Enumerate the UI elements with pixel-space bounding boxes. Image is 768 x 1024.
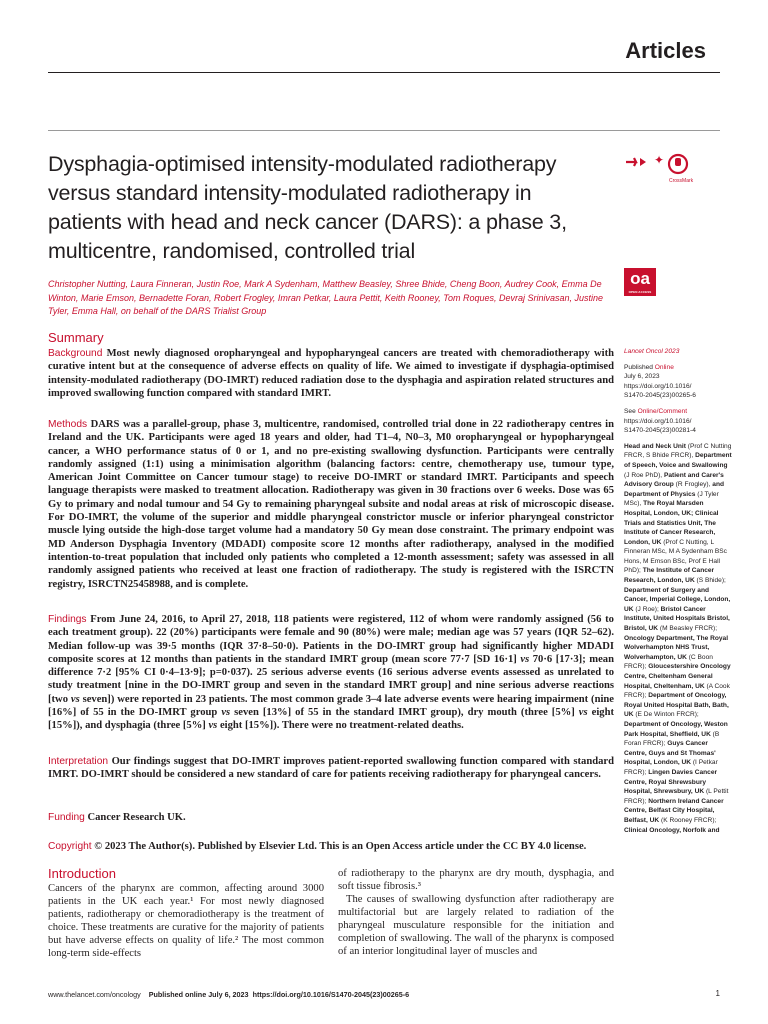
header-rule [48, 72, 720, 73]
oa-badge-label: oa [630, 269, 650, 288]
author-list: Christopher Nutting, Laura Finneran, Justin Roe, Mark A Sydenham, Matthew Beasley, Shree Bhide, Cheng Boon, Audrey Cook, Emma De Winton, Marie Emson, Bernadette Foran, Robert Frogley, Imran Petkar, Laura Pettit, Keith Rooney, Tom Roques, Devraj Srinivasan, Justine Tyler, Emma Hall, on behalf of the DARS Trialist Group [48, 279, 604, 316]
abstract-text: From June 24, 2016, to April 27, 2018, 118 patients were registered, 112 of whom were randomly assigned (56 to each treatment group). 22 (20%) participants were female and 90 (80%) were male; median age was 57 years (IQR 52–62). Median follow-up was 39·5 months (IQR 37·8–50·0). Patients in the DO-IMRT group had significantly higher MDADI composite scores at 12 months than patients in the standard IMRT group (mean score 77·7 [SD 16·1] [48, 614, 614, 665]
star-icon: ✦ [654, 153, 665, 167]
abstract-text: seven]) were reported in 23 patients. The most common grade 3–4 late adverse events were hearing impairment (nine [16%] of 55 in the DO-IMRT group [48, 693, 614, 719]
abstract-label: Interpretation [48, 756, 109, 767]
journal-url-link[interactable]: www.thelancet.com/oncology [48, 990, 141, 999]
publication-info: Published Online July 6, 2023 https://doi.org/10.1016/ S1470-2045(23)00265-6 [624, 363, 696, 400]
abstract-interpretation [48, 755, 614, 782]
open-access-badge [624, 268, 656, 296]
journal-citation: Lancet Oncol 2023 [624, 348, 680, 355]
online-link[interactable]: Online [654, 363, 674, 371]
sidebar [624, 347, 732, 835]
footer-doi-link[interactable]: https://doi.org/10.1016/S1470-2045(23)00265-6 [252, 990, 410, 999]
crossmark-label: CrossMark [669, 178, 694, 184]
page-number: 1 [715, 989, 720, 998]
oa-badge-sub: OPEN ACCESS [628, 290, 652, 294]
abstract-findings [48, 613, 614, 733]
summary-heading: Summary [48, 330, 104, 345]
abstract-text: vs [208, 720, 218, 732]
abstract-text: vs [70, 693, 80, 705]
introduction-column-2 [338, 867, 614, 958]
abstract-background [48, 347, 614, 400]
section-label: Articles [625, 38, 706, 63]
abstract-funding [48, 811, 614, 824]
abstract-text: Our findings suggest that DO-IMRT improves patient-reported swallowing function compared with standard IMRT. DO-IMRT should be considered a new standard of care for patients receiving radiotherapy for pharyngeal cancers. [48, 756, 614, 781]
abstract-text: eight [15%]), and dysphagia (three [5%] [48, 707, 614, 732]
abstract-text: Cancer Research UK. [87, 812, 186, 823]
abstract-label: Funding [48, 812, 85, 823]
abstract-label: Findings [48, 614, 87, 625]
comment-doi-link[interactable]: https://doi.org/10.1016/ S1470-2045(23)00281-4 [624, 417, 696, 435]
abstract-label: Background [48, 348, 103, 359]
paragraph: of radiotherapy to the pharynx are dry mouth, dysphagia, and soft tissue fibrosis.³ [338, 868, 614, 892]
abstract-copyright [48, 840, 614, 853]
comment-info: See Online/Comment https://doi.org/10.1016/ S1470-2045(23)00281-4 [624, 407, 696, 435]
abstract-text: DARS was a parallel-group, phase 3, multicentre, randomised, controlled trial done in 22 radiotherapy centres in Ireland and the UK. Participants were aged 18 years and older, had T1–4, N0–3, M0 oropharyngeal or hypopharyngeal cancer, a WHO performance status of 0 or 1, and no pre-existing swallowing dysfunction. Participants were centrally randomly assigned (1:1) using a minimisation algorithm (balancing factors: centre, chemotherapy use, tumour type, American Joint Committee on Cancer tumour stage) to receive DO-IMRT or standard IMRT. Participants and speech language therapists were masked to treatment allocation. Radiotherapy was given in 30 fractions over 6 weeks. Dose was 65 Gy to primary and nodal tumour and 54 Gy to remaining pharyngeal subsite and nodal areas at risk of microscopic disease. For DO-IMRT, the volume of the superior and middle pharyngeal constrictor muscle or inferior pharyngeal constrictor muscle lying outside the high-dose target volume had a mandatory 50 Gy mean dose constraint. The primary endpoint was MD Anderson Dysphagia Inventory (MDADI) composite score 12 months after radiotherapy, analysed in the modified intention-to-treat population that included only patients who completed a 12-month assessment; safety was assessed in all randomly assigned patients who received at least one fraction of radiotherapy. The study is registered with the ISRCTN registry, ISRCTN25458988, and is complete. [48, 419, 614, 590]
arrow-icon [626, 158, 636, 166]
abstract-methods [48, 418, 614, 591]
article-title: Dysphagia-optimised intensity-modulated radiotherapy versus standard intensity-modulated radiotherapy in patients with head and neck cancer (DARS): a phase 3, multicentre, randomised, controlled trial [48, 152, 567, 263]
abstract-label: Copyright [48, 841, 92, 852]
divider [48, 130, 720, 131]
paragraph: The causes of swallowing dysfunction after radiotherapy are multifactorial but are largely related to radiation of the pharyngeal musculature responsible for the initiation and completion of swallowing. The wall of the pharynx is composed of an interior longitudinal layer of muscles and [338, 894, 614, 957]
abstract-label: Methods [48, 419, 88, 430]
footer [48, 990, 720, 999]
footer-published: Published online July 6, 2023 [148, 990, 249, 999]
comment-link[interactable]: Online/Comment [637, 407, 688, 415]
introduction-heading: Introduction [48, 866, 116, 881]
affiliations: Head and Neck Unit (Prof C Nutting FRCR, S Bhide FRCR), Department of Speech, Voice and Swallowing (J Roe PhD), Patient and Carer's Advisory Group (R Frogley), and Department of Physics (J Tyler MSc), The Royal Marsden Hospital, London, UK; Clinical Trials and Statistics Unit, The Institute of Cancer Research, London, UK (Prof C Nutting, L Finneran MSc, M A Sydenham BSc Hons, M Emson BSc, Prof E Hall PhD); The Institute of Cancer Research, London, UK (S Bhide); Department of Surgery and Cancer, Imperial College, London, UK (J Roe); Bristol Cancer Institute, United Hospitals Bristol, Bristol, UK (M Beasley FRCR); Oncology Department, The Royal Wolverhampton NHS Trust, Wolverhampton, UK (C Boon FRCR); Gloucestershire Oncology Centre, Cheltenham General Hospital, Cheltenham, UK (A Cook FRCR); Department of Oncology, Royal United Hospital Bath, Bath, UK (E De Winton FRCR); Department of Oncology, Weston Park Hospital, Sheffield, UK (B Foran FRCR); Guys Cancer Centre, Guys and St Thomas' Hospital, London, UK (I Petkar FRCR); Lingen Davies Cancer Centre, Royal Shrewsbury Hospital, Shrewsbury, UK (L Pettit FRCR); Northern Ireland Cancer Centre, Belfast City Hospital, Belfast, UK (K Rooney FRCR); Clinical Oncology, Norfolk and [624, 442, 732, 834]
crossmark-icon[interactable] [624, 152, 704, 186]
abstract-text: vs [520, 653, 530, 665]
doi-link[interactable]: https://doi.org/10.1016/ S1470-2045(23)00265-6 [624, 382, 696, 400]
abstract-text: eight [15%]). There were no treatment-related deaths. [217, 720, 464, 732]
abstract-text: Most newly diagnosed oropharyngeal and hypopharyngeal cancers are treated with chemoradiotherapy with curative intent but at the consequence of adverse effects on quality of life. We aimed to investigate if dysphagia-optimised intensity-modulated radiotherapy (DO-IMRT) reduced radiation dose to the dysphagia and aspiration related structures and improved swallowing function compared with standard IMRT. [48, 348, 614, 399]
introduction-column-1: Cancers of the pharynx are common, affecting around 3000 patients in the UK each year.¹ For most newly diagnosed patients, radiotherapy or chemoradiotherapy is the treatment of choice. These treatments are curative for the majority of patients but have adverse effects on quality of life.² The most common long-term side-effects [48, 883, 324, 959]
abstract-text: © 2023 The Author(s). Published by Elsevier Ltd. This is an Open Access article under the CC BY 4.0 license. [94, 841, 587, 852]
play-icon [640, 158, 646, 166]
abstract-text: 70·6 [17·3]; mean difference 7·2 [95% CI 0·4–13·9]; p=0·037). 25 serious adverse events (16 serious adverse events assessed as unrelated to study treatment [nine in the DO-IMRT group and seven in the standard IMRT group] and nine serious adverse reactions [two [48, 653, 614, 705]
abstract-text: seven [13%] of 55 in the standard IMRT group), dry mouth (three [5%] [230, 707, 579, 719]
abstract-text: vs [221, 707, 231, 719]
abstract-text: vs [578, 707, 588, 719]
